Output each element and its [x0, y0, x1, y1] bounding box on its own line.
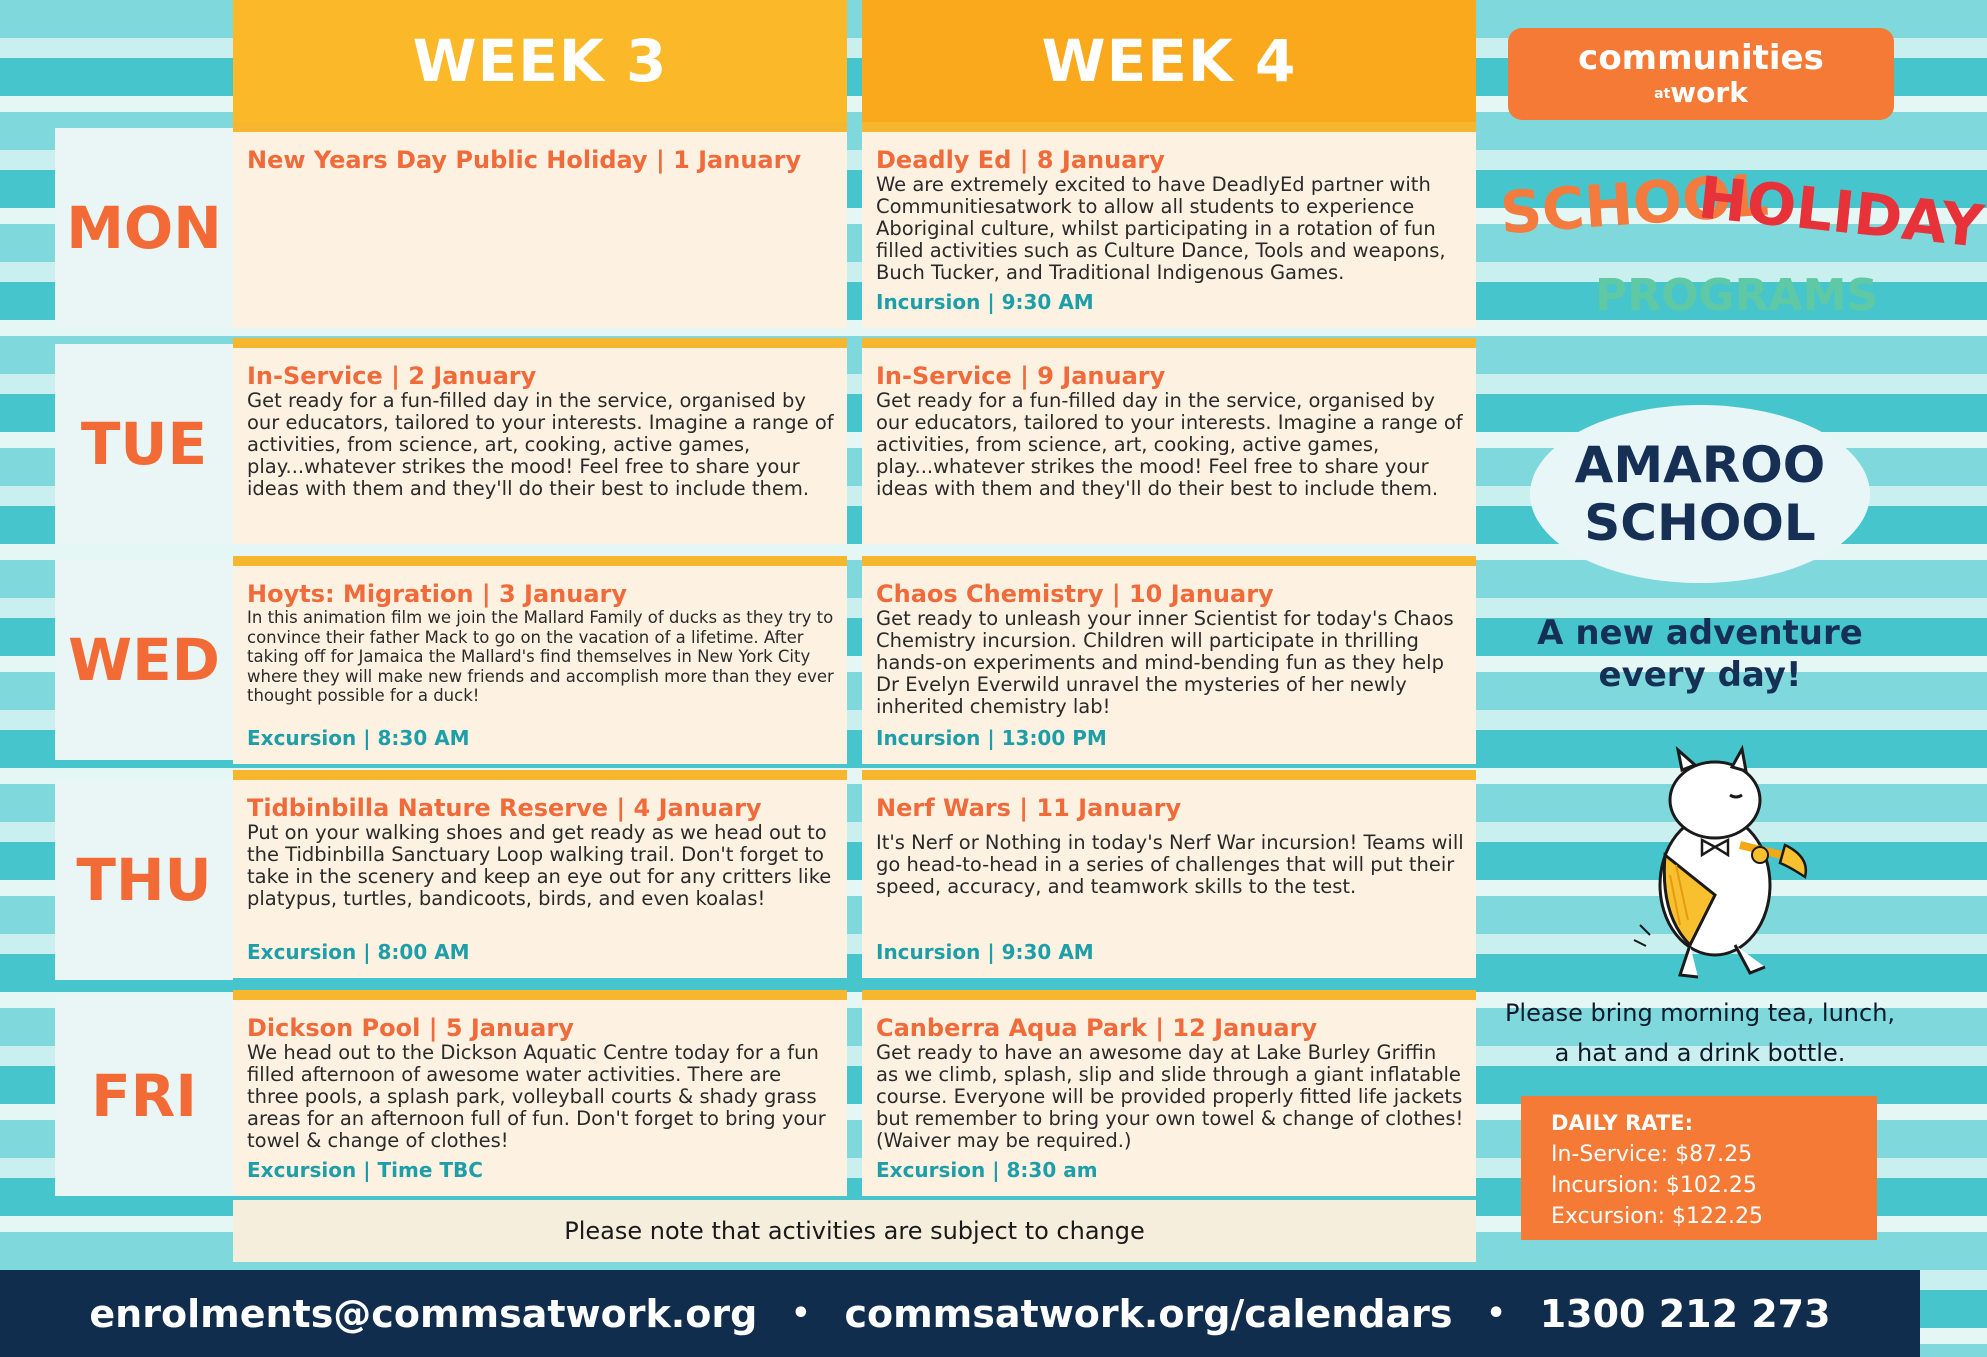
- activity-title: Chaos Chemistry | 10 January: [876, 580, 1274, 608]
- activity-description: We head out to the Dickson Aquatic Centre today for a fun filled afternoon of awesome water activities. There are three pools, a splash park, volleyball courts & shady grass areas for an afternoon full of fun. Don't forget to bring your towel & change of clothes!: [247, 1041, 826, 1152]
- logo-line-2: [1508, 78, 1894, 109]
- thu-week4-cell: [862, 770, 1476, 978]
- activity-title: In-Service | 9 January: [876, 362, 1166, 390]
- separator-dot: •: [791, 1296, 811, 1331]
- week-3-header: WEEK 3: [233, 0, 847, 122]
- activity-title: New Years Day Public Holiday | 1 January: [247, 146, 802, 174]
- activity-title: Hoyts: Migration | 3 January: [247, 580, 628, 608]
- activity-title: Canberra Aqua Park | 12 January: [876, 1014, 1318, 1042]
- activity-title: In-Service | 2 January: [247, 362, 537, 390]
- bring-items-line-2: a hat and a drink bottle.: [1554, 1039, 1846, 1067]
- tue-week4-cell: [862, 338, 1476, 544]
- mon-week3-cell: [233, 122, 847, 328]
- day-label-mon: MON: [55, 128, 233, 328]
- activity-title: Dickson Pool | 5 January: [247, 1014, 574, 1042]
- program-word-programs: PROGRAMS: [1595, 270, 1879, 321]
- bring-items-line-1: Please bring morning tea, lunch,: [1504, 999, 1896, 1027]
- activity-title: Nerf Wars | 11 January: [876, 794, 1182, 822]
- daily-rate-title: DAILY RATE:: [1551, 1111, 1693, 1135]
- program-word-school: SCHOOL: [1497, 160, 1771, 248]
- contact-footer: [0, 1270, 1920, 1357]
- activity-description: It's Nerf or Nothing in today's Nerf War incursion! Teams will go head-to-head in a series of challenges that will put their speed, accuracy, and teamwork skills to the test.: [876, 831, 1464, 898]
- tagline-line-1: A new adventure: [1537, 613, 1863, 653]
- activity-type-time: Excursion | 8:30 am: [876, 1158, 1098, 1182]
- activity-type-time: Excursion | 8:00 AM: [247, 940, 470, 964]
- tagline-line-2: every day!: [1598, 655, 1802, 695]
- logo-at: at: [1654, 86, 1671, 102]
- activity-title: Tidbinbilla Nature Reserve | 4 January: [247, 794, 762, 822]
- logo-line-1: communities: [1578, 38, 1824, 78]
- mon-week4-cell: [862, 122, 1476, 328]
- school-name-badge: [1530, 405, 1870, 583]
- day-label-fri: FRI: [55, 996, 233, 1196]
- day-label-thu: THU: [55, 780, 233, 980]
- activity-description: We are extremely excited to have DeadlyEd partner with Communitiesatwork to allow all students to experience Aboriginal culture, whilst participating in a rotation of fun filled activities such as Culture Dance, Tools and weapons, Buch Tucker, and Traditional Indigenous Games.: [876, 173, 1446, 284]
- activity-type-time: Incursion | 13:00 PM: [876, 726, 1107, 750]
- activity-description: In this animation film we join the Mallard Family of ducks as they try to convince their father Mack to go on the vacation of a lifetime. After taking off for Jamaica the Mallard's find themselves in New York City where they will make new friends and accomplish more than they ever thought possible for a duck!: [247, 608, 834, 705]
- trumpet-player-mascot-icon: [1620, 745, 1830, 985]
- school-name-line-2: SCHOOL: [1584, 494, 1816, 552]
- communities-at-work-logo: [1508, 28, 1894, 120]
- daily-rate-box: [1521, 1096, 1877, 1240]
- activity-title: Deadly Ed | 8 January: [876, 146, 1165, 174]
- activity-type-time: Incursion | 9:30 AM: [876, 290, 1094, 314]
- email-link[interactable]: enrolments@commsatwork.org: [89, 1291, 758, 1336]
- activity-description: Get ready to unleash your inner Scientist for today's Chaos Chemistry incursion. Children will participate in thrilling hands-on experiments and mind-bending fun as they help Dr Evelyn Everwild unravel the mysteries of her newly inherited chemistry lab!: [876, 607, 1454, 718]
- activity-description: Get ready to have an awesome day at Lake Burley Griffin as we climb, splash, slip and slide through a giant inflatable course. Everyone will be provided properly fitted life jackets but remember to bring your own towel & change of clothes! (Waiver may be required.): [876, 1041, 1464, 1152]
- school-holiday-programs-logo: [1497, 160, 1987, 350]
- tue-week3-cell: [233, 338, 847, 544]
- activity-type-time: Incursion | 9:30 AM: [876, 940, 1094, 964]
- rate-incursion: Incursion: $102.25: [1551, 1173, 1757, 1198]
- activity-type-time: Excursion | 8:30 AM: [247, 726, 470, 750]
- phone-number[interactable]: 1300 212 273: [1539, 1291, 1831, 1336]
- fri-week3-cell: [233, 990, 847, 1196]
- program-word-holiday: HOLIDAY: [1695, 163, 1987, 261]
- rate-in-service: In-Service: $87.25: [1551, 1142, 1753, 1167]
- activity-description: Get ready for a fun-filled day in the service, organised by our educators, tailored to your interests. Imagine a range of activities, from science, art, cooking, active games, play...whatever strikes the mood! Feel free to share your ideas with them and they'll do their best to include them.: [876, 389, 1463, 500]
- activity-description: Put on your walking shoes and get ready as we head out to the Tidbinbilla Sanctuary Loop walking trail. Don't forget to take in the scenery and keep an eye out for any critters like platypus, turtles, bandicoots, birds, and even koalas!: [247, 821, 832, 910]
- wed-week4-cell: [862, 556, 1476, 764]
- school-name-line-1: AMAROO: [1574, 436, 1826, 494]
- day-label-tue: TUE: [55, 344, 233, 544]
- week-4-header: WEEK 4: [862, 0, 1476, 122]
- logo-work: work: [1670, 76, 1748, 109]
- day-label-wed: WED: [55, 560, 233, 760]
- separator-dot: •: [1486, 1296, 1506, 1331]
- thu-week3-cell: [233, 770, 847, 978]
- rate-excursion: Excursion: $122.25: [1551, 1204, 1763, 1229]
- tagline: [1500, 612, 1900, 696]
- activity-type-time: Excursion | Time TBC: [247, 1158, 483, 1182]
- activity-description: Get ready for a fun-filled day in the service, organised by our educators, tailored to your interests. Imagine a range of activities, from science, art, cooking, active games, play...whatever strikes the mood! Feel free to share your ideas with them and they'll do their best to include them.: [247, 389, 834, 500]
- fri-week4-cell: [862, 990, 1476, 1196]
- wed-week3-cell: [233, 556, 847, 764]
- calendar-link[interactable]: commsatwork.org/calendars: [844, 1291, 1453, 1336]
- change-notice: Please note that activities are subject to change: [233, 1200, 1476, 1262]
- bring-items-note: [1500, 993, 1900, 1073]
